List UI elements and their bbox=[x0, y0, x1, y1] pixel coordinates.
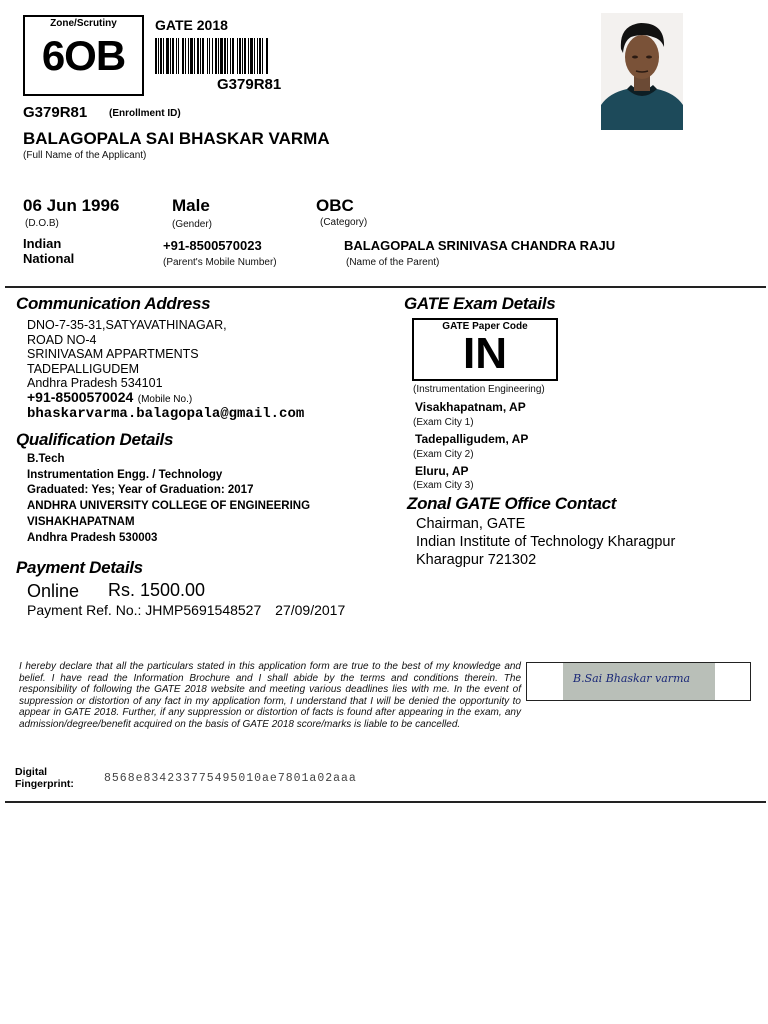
qualification-line: ANDHRA UNIVERSITY COLLEGE OF ENGINEERING bbox=[27, 500, 311, 513]
fingerprint-label-line2: Fingerprint: bbox=[15, 778, 74, 790]
qualification-details bbox=[27, 452, 310, 546]
barcode-icon bbox=[155, 38, 335, 74]
address-line: ROAD NO-4 bbox=[27, 332, 97, 347]
fingerprint-label bbox=[15, 766, 74, 790]
payment-ref-label: Payment Ref. No.: bbox=[27, 602, 142, 618]
qualification-line: Graduated: Yes; Year of Graduation: 2017 bbox=[27, 484, 254, 497]
mobile-number: +91-8500570024 bbox=[27, 389, 134, 405]
address-line: Andhra Pradesh 534101 bbox=[27, 376, 163, 390]
communication-address bbox=[27, 318, 227, 391]
paper-code: IN bbox=[463, 329, 507, 378]
paper-code-box bbox=[412, 318, 558, 381]
divider-bottom bbox=[5, 801, 766, 803]
nationality-line2: National bbox=[23, 251, 75, 266]
nationality bbox=[23, 236, 74, 266]
exam-city-3: Eluru, AP bbox=[415, 464, 469, 478]
zone-value: 6OB bbox=[41, 32, 126, 79]
mobile-row bbox=[27, 389, 192, 407]
applicant-photo bbox=[601, 13, 683, 130]
exam-details-title: GATE Exam Details bbox=[404, 294, 556, 313]
parent-name: BALAGOPALA SRINIVASA CHANDRA RAJU bbox=[344, 238, 616, 253]
nationality-line1: Indian bbox=[23, 236, 62, 251]
dob-label: (D.O.B) bbox=[25, 218, 59, 229]
address-line: SRINIVASAM APPARTMENTS bbox=[27, 347, 199, 361]
divider-top bbox=[5, 286, 766, 288]
paper-code-label: GATE Paper Code bbox=[442, 321, 528, 332]
communication-address-title: Communication Address bbox=[16, 294, 211, 313]
qualification-line: B.Tech bbox=[27, 453, 65, 465]
payment-date: 27/09/2017 bbox=[275, 602, 346, 618]
exam-city-1-label: (Exam City 1) bbox=[413, 417, 474, 428]
payment-title: Payment Details bbox=[16, 558, 143, 577]
dob-value: 06 Jun 1996 bbox=[23, 196, 120, 215]
payment-reference bbox=[27, 602, 345, 618]
exam-city-3-label: (Exam City 3) bbox=[413, 480, 474, 491]
enrollment-id: G379R81 bbox=[23, 104, 88, 121]
qualification-title: Qualification Details bbox=[16, 430, 174, 449]
email-address: bhaskarvarma.balagopala@gmail.com bbox=[27, 406, 305, 422]
exam-city-2-label: (Exam City 2) bbox=[413, 449, 474, 460]
fingerprint-value: 8568e834233775495010ae7801a02aaa bbox=[104, 772, 357, 785]
zonal-office-line: Indian Institute of Technology Kharagpur bbox=[416, 534, 676, 550]
declaration-text: I hereby declare that all the particulars stated in this application form are true to the best of my knowledge and belief. I have read the Information Brochure and I shall abide by the terms and conditions therein. The responsibility of following the GATE 2018 website and meeting various deadlines lies with me. In the event of suppression or distortion of any fact in my application form, I understand that I will be denied the opportunity to appear in GATE 2018. Further, if any suppression or distortion of facts is found after appearing in the exam, any admission/degree/benefit acquired on the basis of GATE 2018 score/marks is liable to be cancelled. bbox=[19, 661, 521, 730]
payment-amount: Rs. 1500.00 bbox=[108, 580, 206, 600]
exam-city-1: Visakhapatnam, AP bbox=[415, 400, 526, 414]
full-name-label: (Full Name of the Applicant) bbox=[23, 150, 147, 161]
address-line: DNO-7-35-31,SATYAVATHINAGAR, bbox=[27, 318, 227, 332]
zonal-office-address bbox=[416, 515, 675, 569]
exam-city-2: Tadepalligudem, AP bbox=[415, 432, 529, 446]
mobile-label: (Mobile No.) bbox=[137, 394, 193, 405]
zonal-office-line: Chairman, GATE bbox=[416, 516, 526, 532]
paper-name: (Instrumentation Engineering) bbox=[413, 384, 545, 395]
enrollment-id-label: (Enrollment ID) bbox=[109, 108, 181, 119]
parent-mobile-label: (Parent's Mobile Number) bbox=[163, 257, 277, 268]
category-label: (Category) bbox=[320, 217, 368, 228]
qualification-line: Andhra Pradesh 530003 bbox=[27, 531, 158, 544]
qualification-line: Instrumentation Engg. / Technology bbox=[27, 468, 223, 481]
parent-mobile: +91-8500570023 bbox=[163, 238, 262, 253]
zonal-office-title: Zonal GATE Office Contact bbox=[407, 494, 617, 513]
payment-ref-no: JHMP5691548527 bbox=[145, 602, 262, 618]
applicant-full-name: BALAGOPALA SAI BHASKAR VARMA bbox=[23, 129, 330, 148]
address-line: TADEPALLIGUDEM bbox=[27, 361, 140, 376]
payment-mode: Online bbox=[27, 581, 80, 601]
gender-value: Male bbox=[172, 196, 210, 215]
zonal-office-line: Kharagpur 721302 bbox=[416, 552, 537, 568]
signature-box bbox=[526, 662, 751, 701]
exam-title: GATE 2018 bbox=[155, 17, 228, 33]
gender-label: (Gender) bbox=[172, 219, 213, 230]
category-value: OBC bbox=[316, 196, 354, 215]
parent-name-label: (Name of the Parent) bbox=[346, 257, 440, 268]
qualification-line: VISHAKHAPATNAM bbox=[27, 515, 135, 528]
signature-image bbox=[563, 663, 715, 700]
zone-scrutiny-box bbox=[23, 15, 144, 96]
fingerprint-label-line1: Digital bbox=[15, 766, 48, 778]
zone-label: Zone/Scrutiny bbox=[50, 18, 117, 29]
signature-text: B.Sai Bhaskar varma bbox=[573, 672, 691, 685]
barcode-text: G379R81 bbox=[217, 76, 282, 93]
